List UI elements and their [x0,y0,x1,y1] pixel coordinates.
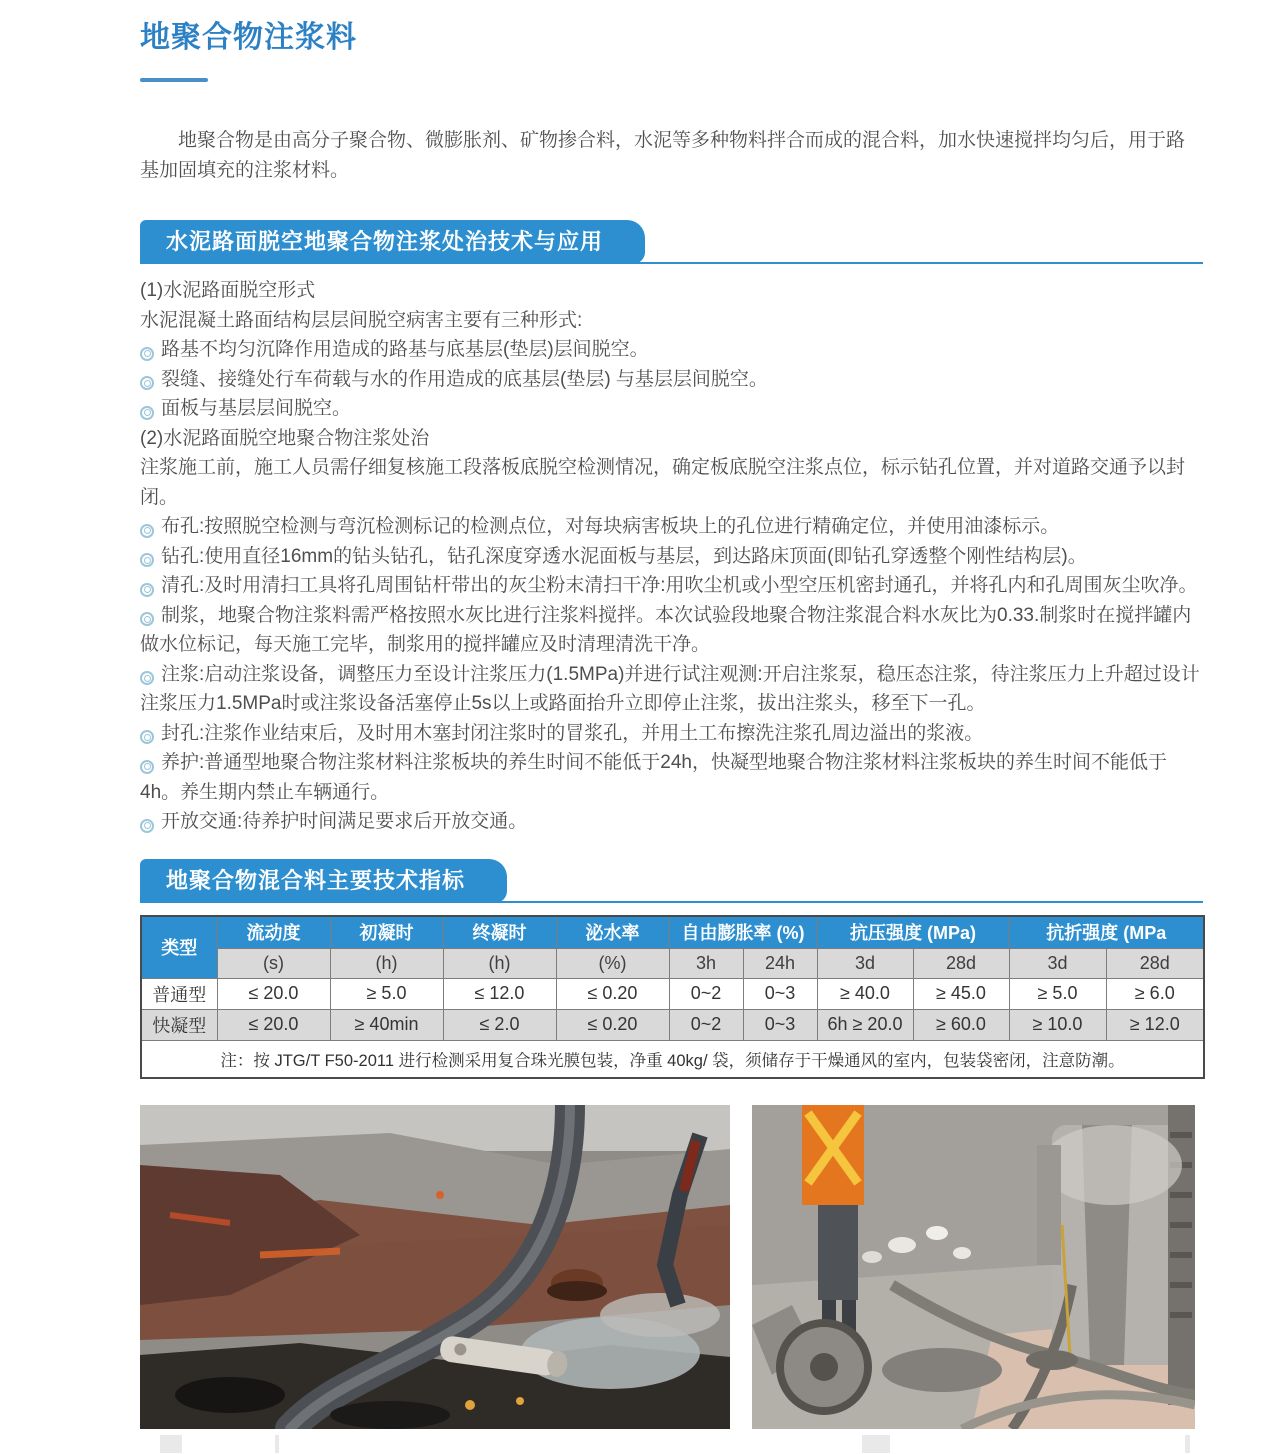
bullet-paragraph: 制浆，地聚合物注浆料需严格按照水灰比进行注浆料搅拌。本次试验段地聚合物注浆混合料水灰比为0.33.制浆时在搅拌罐内做水位标记，每天施工完毕，制浆用的搅拌罐应及时清理清洗干净。 [140,604,1192,655]
bullet-paragraph: 清孔:及时用清扫工具将孔周围钻杆带出的灰尘粉末清扫干净:用吹尘机或小型空压机密封通孔，并将孔内和孔周围灰尘吹净。 [140,571,1203,601]
col-subheader: 3d [817,948,913,978]
photo-grouting-worksite [752,1105,1195,1429]
intro-paragraph: 地聚合物是由高分子聚合物、微膨胀剂、矿物掺合料，水泥等多种物料拌合而成的混合料，加水快速搅拌均匀后，用于路基加固填充的注浆材料。 [140,130,1186,181]
photo-row [140,1105,1203,1429]
table-note: 注：按 JTG/T F50-2011 进行检测采用复合珠光膜包装，净重 40kg/ 袋，须储存于干燥通风的室内，包装袋密闭，注意防潮。 [141,1040,1204,1078]
table-cell: ≤ 0.20 [556,978,669,1009]
section-banner-specs-label: 地聚合物混合料主要技术指标 [140,859,507,903]
table-cell: ≥ 10.0 [1009,1009,1106,1040]
ring-bullet-icon [140,406,154,420]
ring-bullet-icon [140,524,154,538]
table-cell: 0~2 [669,978,743,1009]
bullet-paragraph: 钻孔:使用直径16mm的钻头钻孔，钻孔深度穿透水泥面板与基层，到达路床顶面(即钻孔穿透整个刚性结构层)。 [140,542,1203,572]
col-header-group: 自由膨胀率 (%) [669,916,817,949]
ring-bullet-icon [140,347,154,361]
col-header: 终凝时 [443,916,556,949]
ring-bullet-icon [140,583,154,597]
bullet-paragraph: 开放交通:待养护时间满足要求后开放交通。 [140,807,1203,837]
table-cell: ≤ 20.0 [217,1009,330,1040]
col-header: 泌水率 [556,916,669,949]
table-cell: ≥ 40.0 [817,978,913,1009]
spec-table [140,915,1205,1079]
ring-bullet-icon [140,612,154,626]
ring-bullet-icon [140,376,154,390]
table-cell: ≤ 12.0 [443,978,556,1009]
col-subheader: (s) [217,948,330,978]
ring-bullet-icon [140,553,154,567]
paragraph: (1)水泥路面脱空形式 [140,280,316,301]
table-row [141,978,1204,1009]
col-subheader: 28d [913,948,1009,978]
next-row-preview [140,1429,1203,1454]
table-cell: ≥ 6.0 [1106,978,1204,1009]
table-cell: ≥ 5.0 [1009,978,1106,1009]
col-header: 流动度 [217,916,330,949]
table-cell: 0~3 [743,1009,817,1040]
title-underline [140,78,208,82]
table-cell: ≤ 2.0 [443,1009,556,1040]
ring-bullet-icon [140,730,154,744]
col-header: 初凝时 [330,916,443,949]
table-cell: ≥ 5.0 [330,978,443,1009]
table-cell: 0~3 [743,978,817,1009]
body-paragraphs [140,276,1203,837]
photo-grout-hose-closeup [140,1105,730,1429]
table-cell: ≤ 20.0 [217,978,330,1009]
section-banner-specs [140,859,1203,903]
row-header-type: 普通型 [141,978,217,1009]
col-header-type: 类型 [141,916,217,979]
bullet-paragraph: 注浆:启动注浆设备，调整压力至设计注浆压力(1.5MPa)并进行试注观测:开启注浆泵，稳压态注浆，待注浆压力上升超过设计注浆压力1.5MPa时或注浆设备活塞停止5s以上或路面抬升立即停止注浆，拔出注浆头，移至下一孔。 [140,663,1200,714]
table-cell: 6h ≥ 20.0 [817,1009,913,1040]
bullet-paragraph: 布孔:按照脱空检测与弯沉检测标记的检测点位，对每块病害板块上的孔位进行精确定位，并使用油漆标示。 [140,512,1203,542]
table-cell: ≥ 45.0 [913,978,1009,1009]
ring-bullet-icon [140,760,154,774]
col-header-group: 抗压强度 (MPa) [817,916,1009,949]
table-cell: ≥ 40min [330,1009,443,1040]
bullet-paragraph: 面板与基层层间脱空。 [140,394,1203,424]
col-subheader: (%) [556,948,669,978]
bullet-paragraph: 封孔:注浆作业结束后，及时用木塞封闭注浆时的冒浆孔，并用土工布擦洗注浆孔周边溢出的浆液。 [140,719,1203,749]
table-cell: ≥ 60.0 [913,1009,1009,1040]
col-subheader: (h) [443,948,556,978]
col-subheader: 3h [669,948,743,978]
table-row [141,1009,1204,1040]
table-cell: ≤ 0.20 [556,1009,669,1040]
row-header-type: 快凝型 [141,1009,217,1040]
col-subheader: (h) [330,948,443,978]
col-header-group: 抗折强度 (MPa [1009,916,1204,949]
ring-bullet-icon [140,819,154,833]
col-subheader: 28d [1106,948,1204,978]
paragraph: 水泥混凝土路面结构层层间脱空病害主要有三种形式: [140,309,583,331]
col-subheader: 3d [1009,948,1106,978]
bullet-paragraph: 路基不均匀沉降作用造成的路基与底基层(垫层)层间脱空。 [140,335,1203,365]
col-subheader: 24h [743,948,817,978]
table-cell: 0~2 [669,1009,743,1040]
bullet-paragraph: 裂缝、接缝处行车荷载与水的作用造成的底基层(垫层) 与基层层间脱空。 [140,365,1203,395]
page-title: 地聚合物注浆料 [140,21,357,54]
paragraph: (2)水泥路面脱空地聚合物注浆处治 [140,427,430,449]
table-cell: ≥ 12.0 [1106,1009,1204,1040]
section-banner-technology-label: 水泥路面脱空地聚合物注浆处治技术与应用 [140,220,645,264]
section-banner-technology [140,220,1203,264]
ring-bullet-icon [140,671,154,685]
bullet-paragraph: 养护:普通型地聚合物注浆材料注浆板块的养生时间不能低于24h，快凝型地聚合物注浆材料注浆板块的养生时间不能低于4h。养生期内禁止车辆通行。 [140,752,1167,803]
paragraph: 注浆施工前，施工人员需仔细复核施工段落板底脱空检测情况，确定板底脱空注浆点位，标示钻孔位置，并对道路交通予以封闭。 [140,457,1186,508]
